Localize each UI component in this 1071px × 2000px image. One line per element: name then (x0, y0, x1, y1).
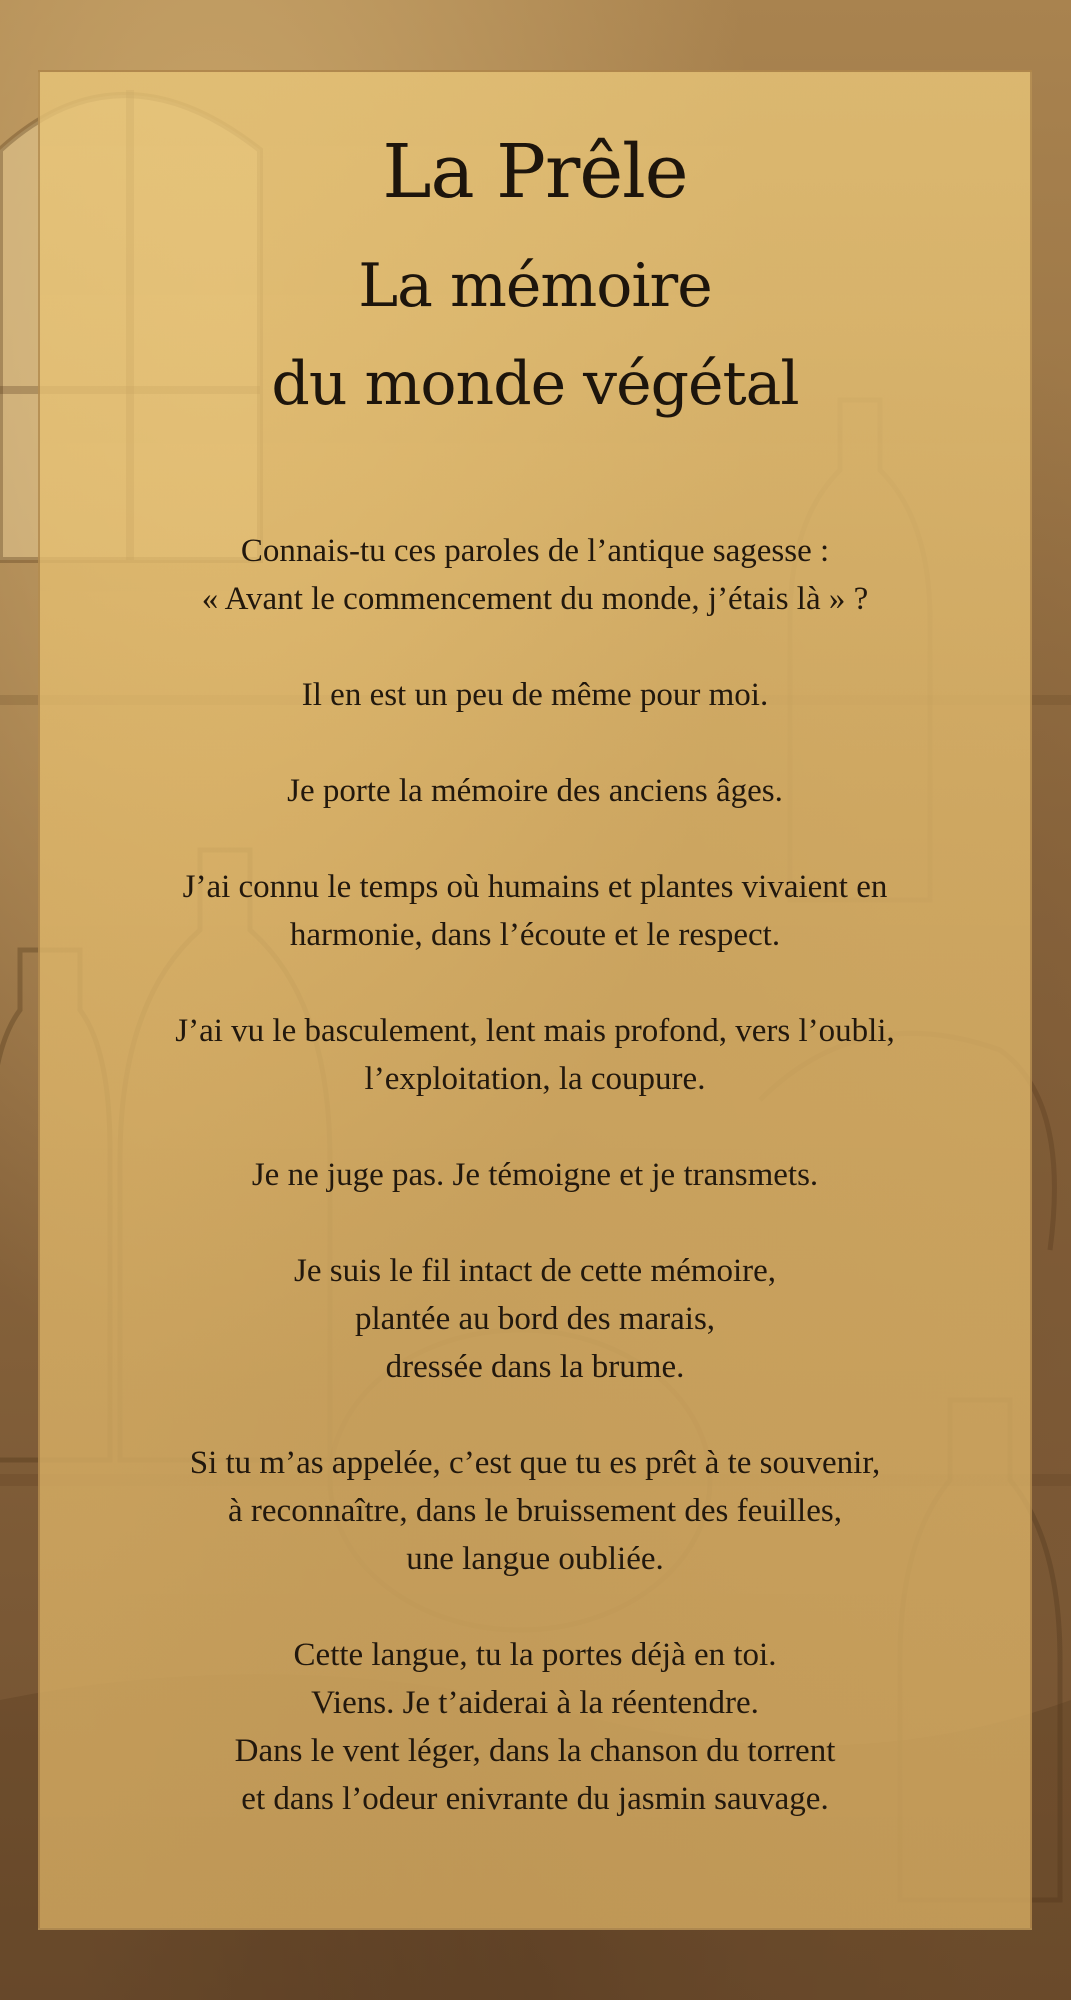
poem-line: Il en est un peu de même pour moi. (301, 677, 769, 713)
poem-line: dressée dans la brume. (385, 1349, 685, 1385)
poem-line: « Avant le commencement du monde, j’étais là » ? (201, 581, 869, 617)
stanza (40, 1439, 1030, 1583)
page-title: La Prêle (382, 129, 688, 215)
poem-line: à reconnaître, dans le bruissement des feuilles, (228, 1493, 842, 1529)
poem-line: l’exploitation, la coupure. (364, 1061, 706, 1097)
stanza (40, 1631, 1030, 1823)
poem-line: J’ai connu le temps où humains et plantes vivaient en (182, 869, 888, 905)
poem-line: une langue oubliée. (406, 1541, 664, 1577)
poem-line: plantée au bord des marais, (354, 1301, 716, 1337)
poem-line: Dans le vent léger, dans la chanson du torrent (234, 1733, 836, 1769)
text-card (38, 70, 1032, 1930)
stanza (40, 671, 1030, 719)
stanza (40, 527, 1030, 623)
stanza (40, 1247, 1030, 1391)
stanza (40, 1007, 1030, 1103)
subtitle-line: du monde végétal (271, 349, 799, 419)
subtitle-line: La mémoire (358, 251, 712, 321)
page-subtitle (40, 237, 1030, 433)
poem-line: Viens. Je t’aiderai à la réentendre. (311, 1685, 759, 1721)
poem-line: Si tu m’as appelée, c’est que tu es prêt à te souvenir, (189, 1445, 881, 1481)
poem-line: Je porte la mémoire des anciens âges. (287, 773, 783, 809)
poem-line: et dans l’odeur enivrante du jasmin sauvage. (241, 1781, 829, 1817)
poem-line: J’ai vu le basculement, lent mais profond, vers l’oubli, (175, 1013, 895, 1049)
poem-line: Je ne juge pas. Je témoigne et je transmets. (251, 1157, 819, 1193)
poem-body (40, 527, 1030, 1871)
poem-line: harmonie, dans l’écoute et le respect. (289, 917, 781, 953)
poem-line: Cette langue, tu la portes déjà en toi. (293, 1637, 777, 1673)
poem-line: Connais-tu ces paroles de l’antique sagesse : (240, 533, 830, 569)
poem-line: Je suis le fil intact de cette mémoire, (294, 1253, 776, 1289)
stanza (40, 1151, 1030, 1199)
stanza (40, 767, 1030, 815)
stanza (40, 863, 1030, 959)
